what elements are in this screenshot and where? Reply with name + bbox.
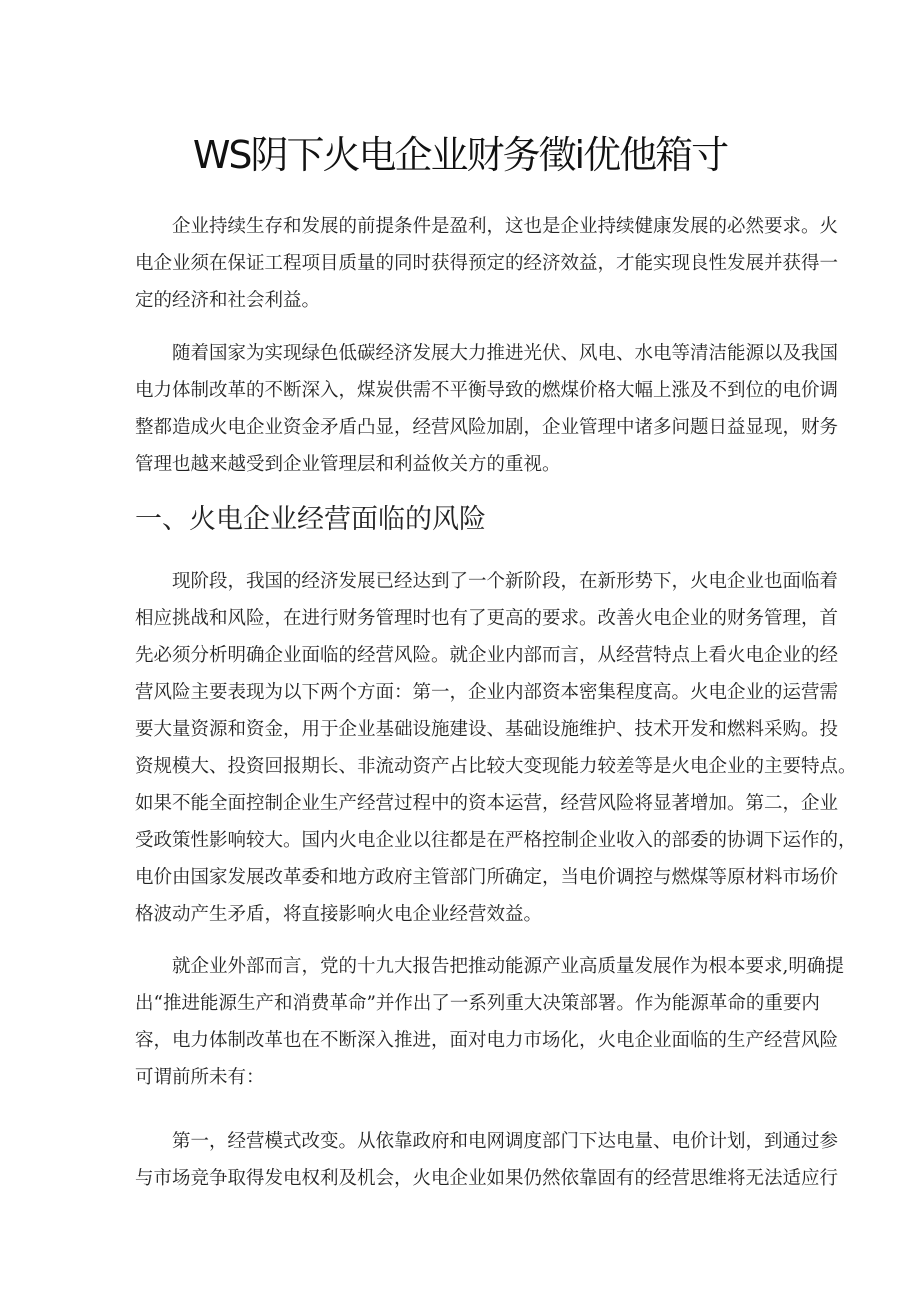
text-line: 电企业须在保证工程项目质量的同时获得预定的经济效益，才能实现良性发展并获得一 — [135, 253, 839, 274]
text-line: 第一，经营模式改变。从依靠政府和电网调度部门下达电量、电价计划，到通过参 — [172, 1131, 839, 1152]
paragraph-2 — [135, 335, 839, 483]
text-line: 整都造成火电企业资金矛盾凸显，经营风险加剧，企业管理中诸多问题日益显现，财务 — [135, 417, 839, 438]
text-line: 可谓前所未有： — [135, 1067, 265, 1088]
text-line: 与市场竞争取得发电权利及机会，火电企业如果仍然依靠固有的经营思维将无法适应行 — [135, 1168, 839, 1189]
text-line: 现阶段，我国的经济发展已经达到了一个新阶段，在新形势下，火电企业也面临着 — [172, 571, 839, 592]
text-line: 随着国家为实现绿色低碳经济发展大力推进光伏、风电、水电等清洁能源以及我国 — [172, 343, 839, 364]
section-heading: 一、火电企业经营面临的风险 — [135, 504, 486, 535]
text-line: 受政策性影响较大。国内火电企业以往都是在严格控制企业收入的部委的协调下运作的， — [135, 830, 857, 851]
text-line: 要大量资源和资金，用于企业基础设施建设、基础设施维护、技术开发和燃料采购。投 — [135, 719, 839, 740]
text-line: 格波动产生矛盾，将直接影响火电企业经营效益。 — [135, 904, 543, 925]
text-line: 营风险主要表现为以下两个方面：第一，企业内部资本密集程度高。火电企业的运营需 — [135, 682, 839, 703]
paragraph-4 — [135, 948, 844, 1096]
text-line: 容，电力体制改革也在不断深入推进，面对电力市场化，火电企业面临的生产经营风险 — [135, 1030, 839, 1051]
text-line: 定的经济和社会利益。 — [135, 290, 321, 311]
text-line: 出“推进能源生产和消费革命”并作出了一系列重大决策部署。作为能源革命的重要内 — [135, 993, 820, 1014]
document-title: WS阴下火电企业财务徵i优他箱寸 — [192, 133, 728, 177]
text-line: 相应挑战和风险，在进行财务管理时也有了更高的要求。改善火电企业的财务管理，首 — [135, 608, 839, 629]
paragraph-3 — [135, 563, 857, 933]
text-line: 就企业外部而言，党的十九大报告把推动能源产业高质量发展作为根本要求,明确提 — [172, 956, 844, 977]
text-line: 电价由国家发展改革委和地方政府主管部门所确定，当电价调控与燃煤等原材料市场价 — [135, 867, 839, 888]
text-line: 企业持续生存和发展的前提条件是盈利，这也是企业持续健康发展的必然要求。火 — [172, 216, 839, 237]
text-line: 如果不能全面控制企业生产经营过程中的资本运营，经营风险将显著增加。第二，企业 — [135, 793, 839, 814]
text-line: 电力体制改革的不断深入，煤炭供需不平衡导致的燃煤价格大幅上涨及不到位的电价调 — [135, 380, 839, 401]
paragraph-1 — [135, 208, 839, 319]
text-line: 资规模大、投资回报期长、非流动资产占比较大变现能力较差等是火电企业的主要特点。 — [135, 756, 857, 777]
text-line: 管理也越来越受到企业管理层和利益攸关方的重视。 — [135, 454, 561, 475]
text-line: 先必须分析明确企业面临的经营风险。就企业内部而言，从经营特点上看火电企业的经 — [135, 645, 839, 666]
paragraph-5 — [135, 1123, 839, 1197]
